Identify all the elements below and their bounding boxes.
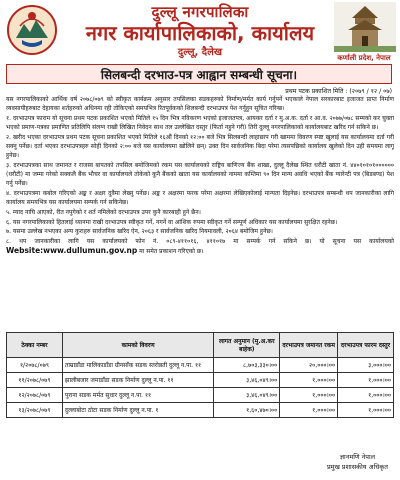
cell-contract-no: १३/२०७८/०७९ <box>7 403 63 418</box>
province-caption: कर्णाली प्रदेश, नेपाल <box>337 54 391 62</box>
office-name: नगर कार्यापालिकाको, कार्यालय <box>85 21 315 45</box>
cell-contract-no: १२/२०७८/०७९ <box>7 388 63 403</box>
cell-form-fee: ३,०००।०० <box>338 358 394 373</box>
temple-emblem-icon <box>334 2 396 52</box>
cell-cost-estimate: ३,४६,०४९।०० <box>214 373 280 388</box>
condition-8-end: मा समेत प्रकाशन गरिएको छ। <box>139 248 204 256</box>
condition-4: ४. दरभाउपत्रमा कबोल गरिएको अङ्क र अक्षर दुवैमा लेख्नु पर्नेछ। अङ्क र अक्षरमा फरक परेमा अक्षरमा लेखिएकोलाई मान्यता दिइनेछ। दरभाउपत्र सम्बन्धी थप जानकारीका लागि कार्यालय समयभित्र यस कार्यालयमा सम्पर्क गर्न सकिनेछ। <box>6 190 394 207</box>
condition-7: ७. यसमा उल्लेख नभएका अन्य कुराहरु सार्वजनिक खरिद ऐन, २०६३ र सार्वजनिक खरिद नियमावली, २०६४ बमोजिम हुनेछ। <box>6 228 273 236</box>
col-header-contract-no: ठेक्का नम्बर <box>7 333 63 358</box>
cell-bid-security: १,०००।०० <box>280 373 338 388</box>
table-header-row <box>7 333 394 358</box>
website-link[interactable]: Website:www.dullumun.gov.np <box>6 246 138 256</box>
condition-1: १. दरभाउपत्र फाराम यो सूचना प्रथम पटक प्रकाशित भएको मितिले १५ दिन भित्र नविकरण भएको इजाजतपत्र, आयकर दर्ता र मु.अ.क. दर्ता र आ.व. २०७७/०७८ सम्मको कर चुक्ता भएको प्रमाण-पत्रका प्रमाणित प्रतिलिपि संलग्न राखी लिखित निवेदन साथ तल उल्लेखित दस्तुर (फिर्ता नहुने गरी) तिरी दुल्लू नगरपालिकाको कार्यालयबाट खरिद गर्न सकिने छ। <box>6 114 394 132</box>
table-row <box>7 373 394 388</box>
signatory-name: ज्ञानमणि नेपाल <box>339 453 376 461</box>
cell-cost-estimate: ३,४६,०४९।०० <box>214 388 280 403</box>
cell-bid-security: १,०००।०० <box>280 403 338 418</box>
condition-6: ६. यस नगरपालिकाको हितलाई ध्यानमा राखी दरभाउपत्र स्वीकृत गर्ने, नगर्ने वा आंशिक रुपमा स्वीकृत गर्ने सम्पूर्ण अधिकार यस कार्यालयमा सुरक्षित रहनेछ। <box>6 218 338 226</box>
condition-2: २. खरीद भएका दरभाउपत्र प्रथम पटक सूचना प्रकाशित भएको मितिले १६औं दिनको १२:०० बजे भित्र सिलबन्दी लाहाछाप गरी खाममा विवरण स्पष्ट खुलाई यस कार्यालयमा दर्ता गरी सक्नु पर्नेछ। दर्ता भएका दरभाउपत्रहरु सोही दिनको २:०० बजे यस कार्यालयमा खोलिने छन्। उक्त दिन सार्वजनिक बिदा परेमा त्यसपछिको कार्यालय खुलेको दिन उही समयमा लागू हुनेछ। <box>6 133 394 160</box>
header <box>0 0 400 64</box>
signature-block <box>327 452 388 472</box>
notice-title-banner: सिलबन्दी दरभाउ-पत्र आह्वान सम्बन्धी सूचना। <box>6 64 392 84</box>
table-row <box>7 388 394 403</box>
intro-paragraph: यस नगरपालिकाको आर्थिक वर्ष २०७८/०७९ को स्वीकृत कार्यक्रम अनुसार तपसिलका सडकहरुको निर्माण/मर्मत कार्य गर्नुपर्ने भएकाले नेपाल सरकारबाट इजाजत प्राप्त निर्माण व्यवसायीहरुबाट देहायका शर्तहरुको अधिनमा रही तोकिएको समयभित्र रितपूर्वकको शिलबन्दी दरभाउपत्र पेश गर्नुहुन सूचित गरिन्छ। <box>6 96 394 113</box>
condition-5: ५. म्याद नाघि आएको, रीत नपुगेको र शर्त नमिलेको दरभाउपत्र उपर कुनै कारबाही हुने छैन। <box>6 208 201 216</box>
cell-bid-security: २०,०००।०० <box>280 358 338 373</box>
cell-description: दुल्लाबोटा ठोटा सडक निर्माण दुल्लू न.पा. १ <box>62 403 213 418</box>
cell-cost-estimate: १,६०,४७०।०० <box>214 403 280 418</box>
cell-description: झालीबजार जमाडाँडा सडक निर्माण दुल्लू न.पा. ११ <box>62 373 213 388</box>
notice-body <box>6 95 394 327</box>
cell-contract-no: ११/२०७८/०७९ <box>7 373 63 388</box>
cell-cost-estimate: ८,७०३,३३०।०० <box>214 358 280 373</box>
col-header-cost-estimate: लागत अनुमान (मु.अ.कर बाहेक) <box>214 333 280 358</box>
cell-contract-no: १/२०७८/०७९ <box>7 358 63 373</box>
condition-8-text: ८. थप जानकारीका लागि यस कार्यालयको फोन नं. ०८९-४११०१६, ४११०१७ मा सम्पर्क गर्न सकिने छ। यो सूचना यस कार्यालयको <box>6 238 394 246</box>
cell-form-fee: १,०००।०० <box>338 388 394 403</box>
tender-table <box>6 332 394 418</box>
signatory-title: प्रमुख प्रशासकीय अधिकृत <box>326 463 388 471</box>
condition-3: ३. दरभाउपत्रका साथ जमानत र राजस्व बापतको तपसिल बमोजिमको रकम यस कार्यालयको राष्ट्रिय बाणिज्य बैंक शाखा, दुल्लू दैलेख स्थित धरौटी खाता नं. ४४०१०१०१०००००० (धरौटी) मा जम्मा गरेको सक्कलै बैंक भौचर वा कार्यालयले तोकेको कुनै बैंकको खाता यस कार्यालयको नाममा कम्तिमा ९० दिन मान्य अवधि भएको बैंक ग्यारेन्टी पत्र (बिडबण्ड) पेश गर्नु पर्नेछ। <box>6 161 394 188</box>
cell-form-fee: १,०००।०० <box>338 373 394 388</box>
publish-date: प्रथम पटक प्रकाशित मिति : (२०७९ / १२ / ०७) <box>285 88 392 95</box>
municipality-name: दुल्लू नगरपालिका <box>151 3 249 21</box>
col-header-form-fee: दरभाउपत्र फारम दस्तुर <box>338 333 394 358</box>
table-row <box>7 358 394 373</box>
cell-form-fee: १,०००।०० <box>338 403 394 418</box>
office-address: दुल्लू, दैलेख <box>177 47 223 58</box>
col-header-bid-security: दरभाउपत्र जमानत रकम <box>280 333 338 358</box>
condition-8 <box>6 237 394 256</box>
cell-description: पुराना सडक मर्मत सुधार दुल्लू न.पा. ११ <box>62 388 213 403</box>
col-header-description: कामको विवरण <box>62 333 213 358</box>
cell-description: ताम्राडाँडा मालिकाडाँडा ग्रीनसाँक सडक स्तरोन्नती दुल्लू न.पा. ११ <box>62 358 213 373</box>
cell-bid-security: १,०००।०० <box>280 388 338 403</box>
table-row <box>7 403 394 418</box>
